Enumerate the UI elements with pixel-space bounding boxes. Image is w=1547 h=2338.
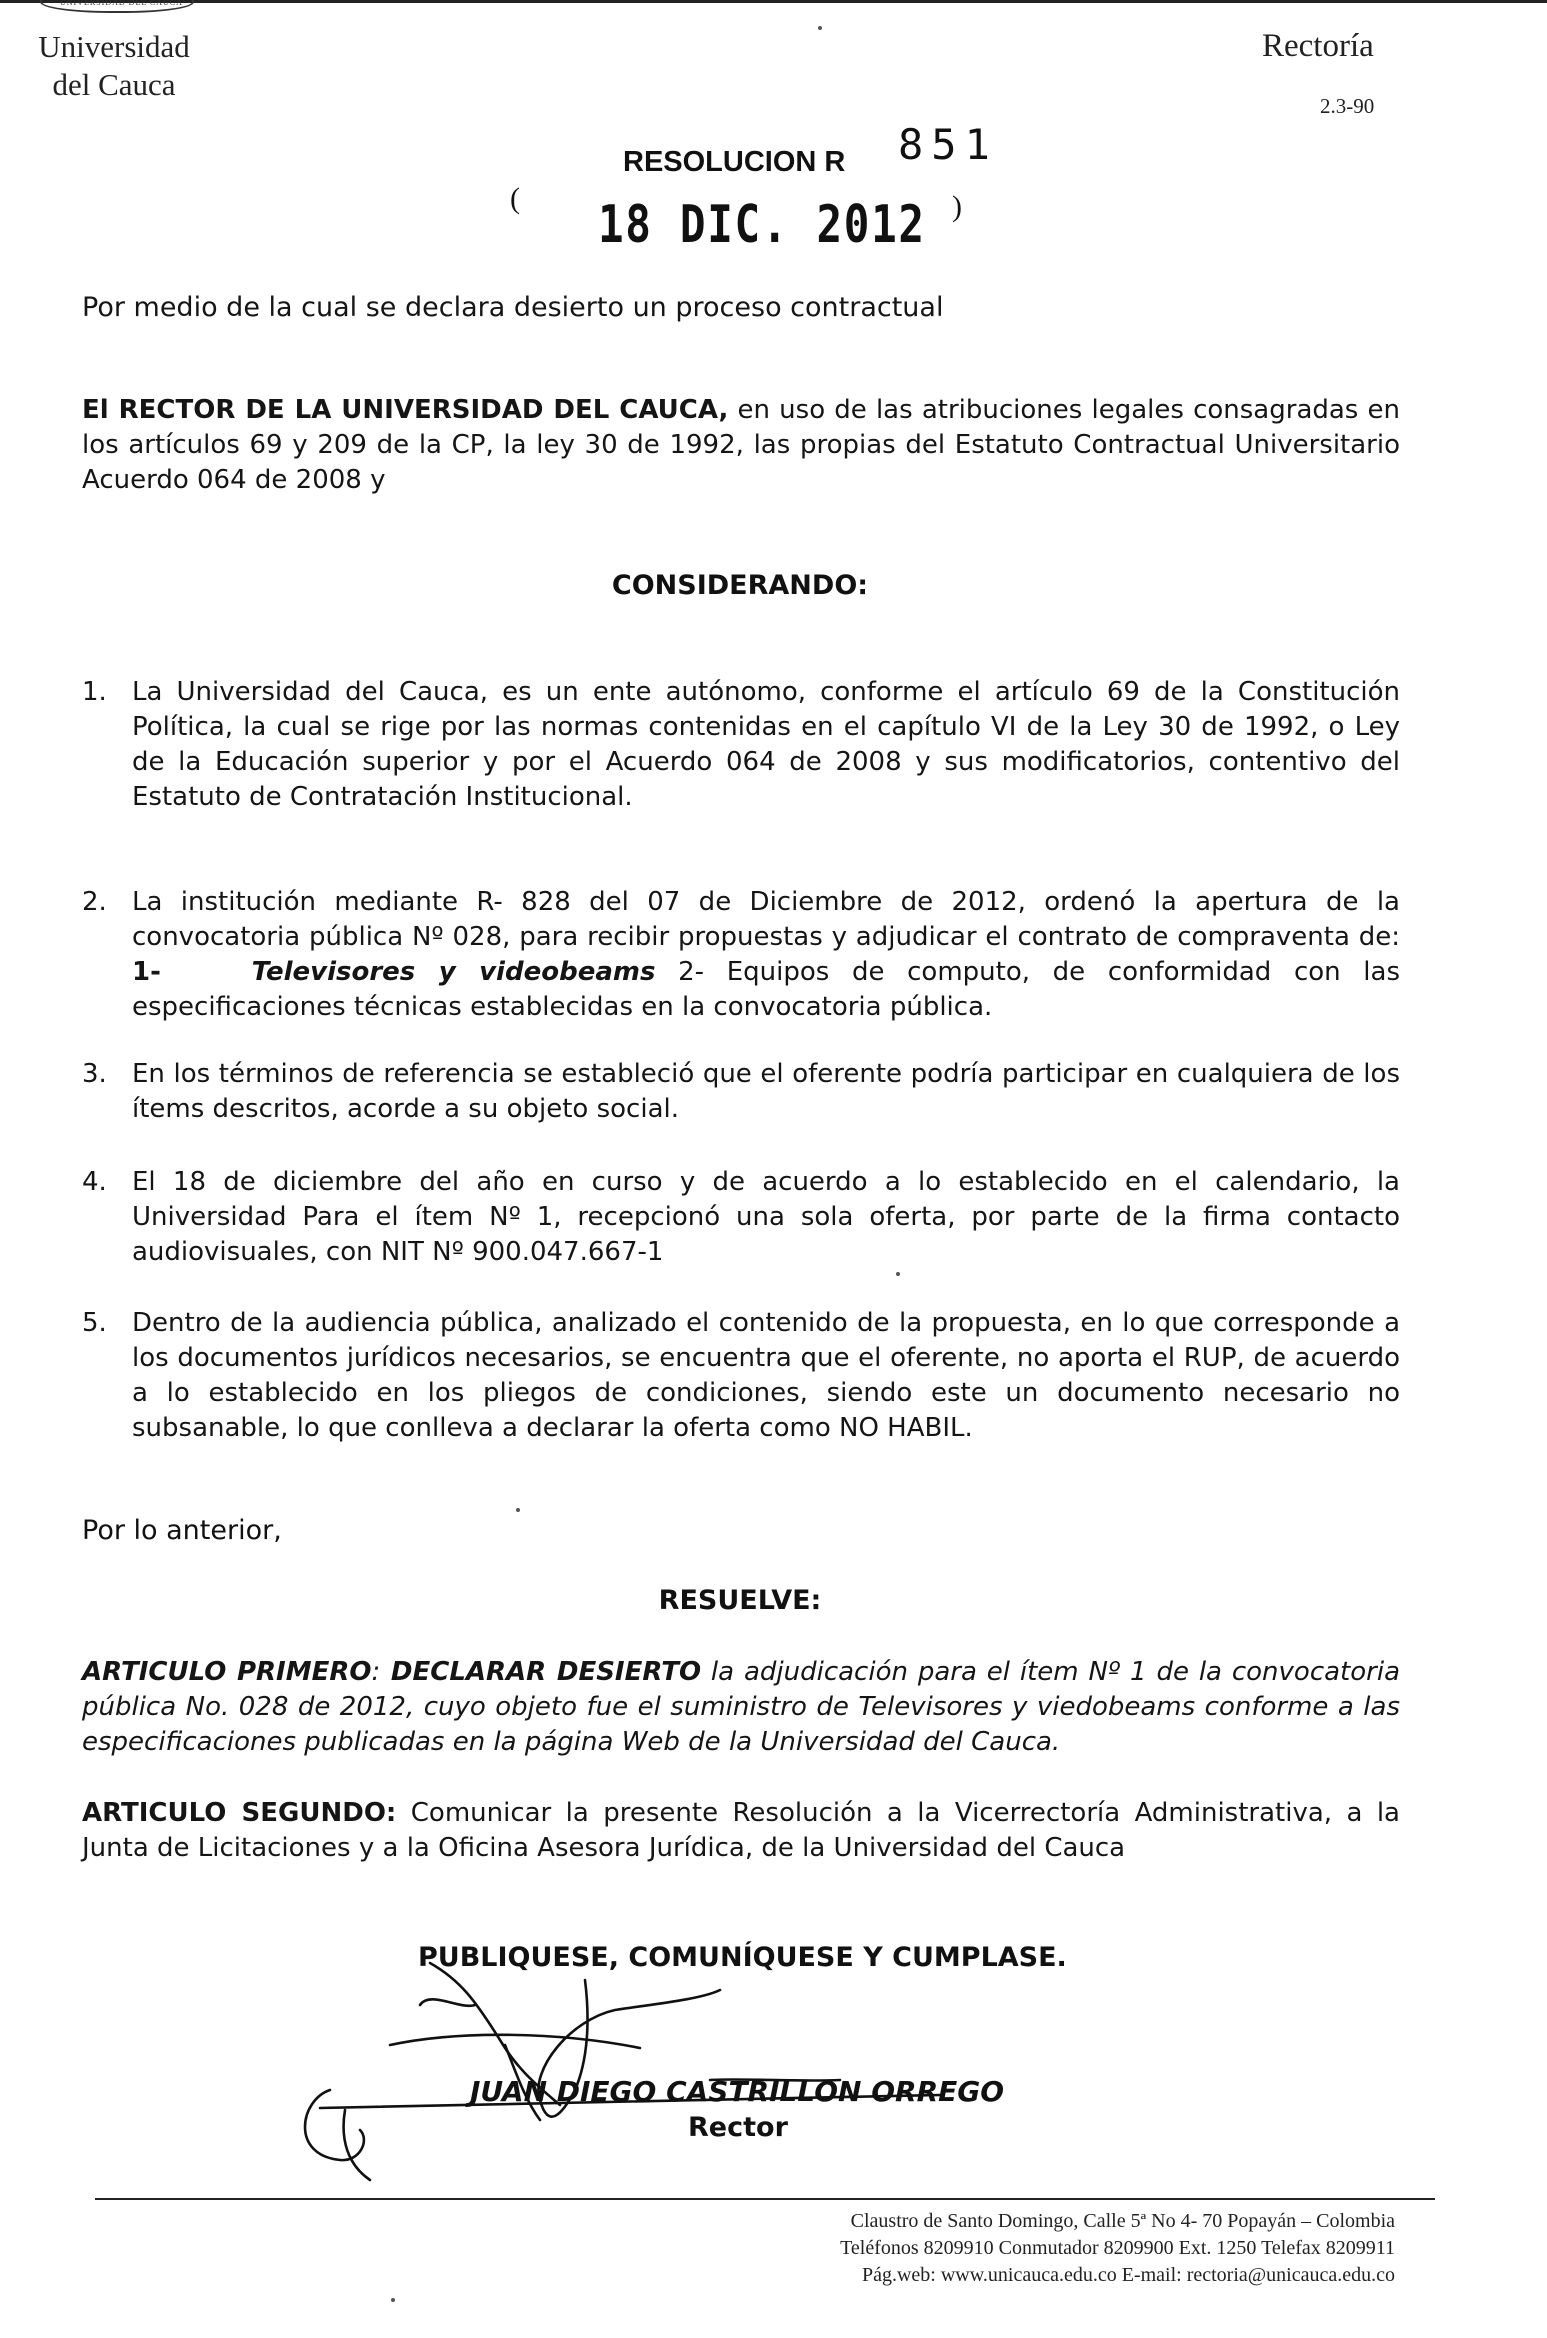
- resolution-number: 851: [898, 120, 998, 169]
- top-rule: [0, 0, 1547, 3]
- document-code: 2.3-90: [1320, 94, 1375, 118]
- institution-line-1: Universidad: [38, 29, 190, 64]
- resolution-subject: Por medio de la cual se declara desierto un proceso contractual: [82, 292, 944, 323]
- item-text: La Universidad del Cauca, es un ente autónomo, conforme el artículo 69 de la Constitución Política, la cual se rige por las normas contenidas en el capítulo VI de la Ley 30 de 1992, o Ley de la Educación superior y por el Acuerdo 064 de 2008 y sus modificatorios, contentivo del Estatuto de Contratación Institucional.: [132, 677, 1400, 812]
- paren-close: ): [952, 190, 962, 223]
- item-number: 5.: [82, 1308, 107, 1338]
- product-item-name: Televisores y videobeams: [251, 957, 656, 987]
- considerando-heading: CONSIDERANDO:: [611, 570, 869, 601]
- article-second: [82, 1796, 1400, 1866]
- footer-rule: [95, 2198, 1435, 2200]
- article-first-colon: :: [371, 1657, 381, 1687]
- consideration-item-1: [82, 675, 1400, 815]
- product-item-number: 1-: [132, 957, 161, 987]
- preamble-text: en uso de las atribuciones legales consagradas en los artículos 69 y 209 de la CP, la ley 30 de 1992, las propias del Estatuto Contractual Universitario Acuerdo 064 de 2008 y: [82, 395, 1401, 495]
- article-second-text: Comunicar la presente Resolución a la Vicerrectoría Administrativa, a la Junta de Licitaciones y a la Oficina Asesora Jurídica, de la Universidad del Cauca: [82, 1798, 1400, 1863]
- consideration-item-2: [82, 885, 1400, 1025]
- scan-speck: [391, 2298, 395, 2302]
- footer-address: Claustro de Santo Domingo, Calle 5ª No 4- 70 Popayán – Colombia: [850, 2210, 1395, 2232]
- article-second-lead: ARTICULO SEGUNDO:: [82, 1798, 397, 1828]
- item-text: [132, 885, 1400, 1025]
- institution-name: [18, 28, 210, 104]
- article-first: [82, 1655, 1400, 1760]
- transition-text: Por lo anterior,: [82, 1515, 282, 1546]
- item-number: 2.: [82, 887, 107, 917]
- consideration-item-5: [82, 1306, 1400, 1446]
- resolution-date-stamp: 18 DIC. 2012: [598, 195, 926, 255]
- article-first-text: la adjudicación para el ítem Nº 1 de la convocatoria pública No. 028 de 2012, cuyo objeto fue el suministro de Televisores y viedobeams conforme a las especificaciones publicadas en la página Web de la Universidad del Cauca.: [82, 1657, 1401, 1757]
- footer-phones: Teléfonos 8209910 Conmutador 8209900 Ext. 1250 Telefax 8209911: [840, 2237, 1395, 2259]
- preamble: [82, 393, 1400, 498]
- office-name: Rectoría: [1262, 28, 1374, 64]
- paren-open: (: [510, 182, 520, 215]
- item-text: El 18 de diciembre del año en curso y de acuerdo a lo establecido en el calendario, la Universidad Para el ítem Nº 1, recepcionó una sola oferta, por parte de la firma contacto audiovisuales, con NIT Nº 900.047.667-1: [132, 1167, 1400, 1267]
- item-number: 1.: [82, 677, 107, 707]
- article-first-lead: ARTICULO PRIMERO: [82, 1657, 372, 1687]
- article-first-action: DECLARAR DESIERTO: [380, 1657, 702, 1687]
- consideration-item-4: [82, 1165, 1400, 1270]
- item-text: En los términos de referencia se estableció que el oferente podría participar en cualquiera de los ítems descritos, acorde a su objeto social.: [132, 1059, 1400, 1124]
- signer-role: Rector: [688, 2112, 788, 2143]
- footer-web-email: Pág.web: www.unicauca.edu.co E-mail: rectoria@unicauca.edu.co: [861, 2264, 1395, 2286]
- institution-line-2: del Cauca: [52, 67, 176, 102]
- scan-speck: [818, 26, 822, 30]
- resolution-label: RESOLUCION R: [623, 146, 846, 178]
- item-number: 3.: [82, 1059, 107, 1089]
- item-text: Dentro de la audiencia pública, analizado el contenido de la propuesta, en lo que corresponde a los documentos jurídicos necesarios, se encuentra que el oferente, no aporta el RUP, de acuerdo a lo establecido en los pliegos de condiciones, siendo este un documento necesario no subsanable, lo que conlleva a declarar la oferta como NO HABIL.: [132, 1308, 1400, 1443]
- preamble-lead: El RECTOR DE LA UNIVERSIDAD DEL CAUCA,: [82, 395, 729, 425]
- item-text-b: 2- Equipos de computo, de conformidad con las especificaciones técnicas establecidas en la convocatoria pública.: [132, 957, 1401, 1022]
- signer-name: JUAN DIEGO CASTRILLON ORREGO: [470, 2075, 1005, 2108]
- scan-speck: [896, 1272, 900, 1276]
- closing-formula: PUBLIQUESE, COMUNÍQUESE Y CUMPLASE.: [418, 1942, 1067, 1973]
- item-text-a: La institución mediante R- 828 del 07 de Diciembre de 2012, ordenó la apertura de la convocatoria pública Nº 028, para recibir propuestas y adjudicar el contrato de compraventa de:: [132, 887, 1400, 952]
- item-number: 4.: [82, 1167, 107, 1197]
- seal-text: UNIVERSIDAD DEL CAUCA: [60, 0, 183, 7]
- consideration-item-3: [82, 1057, 1400, 1127]
- resuelve-heading: RESUELVE:: [658, 1585, 822, 1616]
- scan-speck: [516, 1508, 520, 1512]
